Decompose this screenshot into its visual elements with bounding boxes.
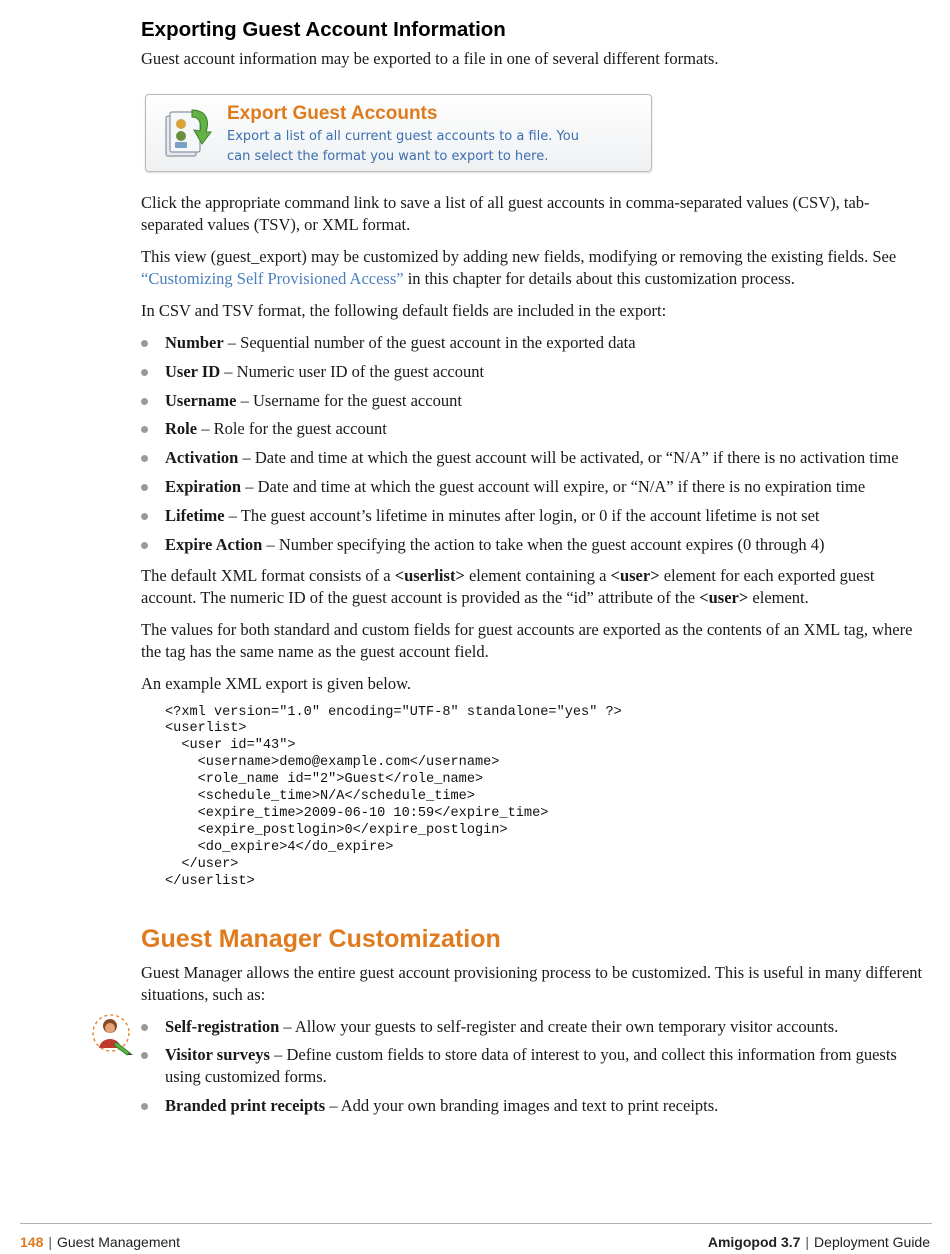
field-desc: – Numeric user ID of the guest account xyxy=(220,361,485,381)
guest-manager-heading: Guest Manager Customization xyxy=(141,924,501,953)
field-term: Expire Action xyxy=(165,534,263,554)
list-item xyxy=(141,390,931,412)
code-line: <username>demo@example.com</username> xyxy=(165,755,500,771)
product-name: Amigopod 3.7 xyxy=(707,1234,801,1250)
field-desc: – Username for the guest account xyxy=(236,390,462,410)
list-item xyxy=(141,1016,931,1038)
item-desc: – Allow your guests to self-register and create their own temporary visitor accounts. xyxy=(279,1016,839,1036)
banner-description xyxy=(227,127,637,167)
customize-paragraph xyxy=(141,246,931,290)
page-number: 148 xyxy=(20,1234,44,1250)
list-item xyxy=(141,1095,931,1117)
bullet-icon xyxy=(141,513,148,520)
page-content xyxy=(141,14,931,1126)
list-item xyxy=(141,534,931,556)
list-item xyxy=(141,505,931,527)
footer-right xyxy=(708,1234,930,1250)
xml-values-paragraph: The values for both standard and custom fields for guest accounts are exported as the contents of an XML tag, where the tag has the same name as the guest account field. xyxy=(141,619,913,661)
text: in this chapter for details about this customization process. xyxy=(403,269,795,288)
field-desc: – Role for the guest account xyxy=(197,419,387,439)
bullet-icon xyxy=(141,426,148,433)
list-item xyxy=(141,476,931,498)
default-fields-list xyxy=(141,332,931,556)
list-item xyxy=(141,361,931,383)
text: element. xyxy=(748,587,809,607)
formats-paragraph: Click the appropriate command link to save a list of all guest accounts in comma-separated values (CSV), tab-separated values (TSV), or XML format. xyxy=(141,193,870,234)
export-document-icon xyxy=(162,106,214,162)
footer-separator: | xyxy=(805,1234,810,1250)
code-line: </user> xyxy=(165,856,239,872)
field-term: Activation xyxy=(165,448,239,468)
code-line: <user id="43"> xyxy=(165,738,296,754)
field-term: Lifetime xyxy=(165,505,225,525)
code-line: <role_name id="2">Guest</role_name> xyxy=(165,772,484,788)
code-line: <do_expire>4</do_expire> xyxy=(165,839,394,855)
footer-separator: | xyxy=(48,1234,52,1250)
customizing-self-provisioned-access-link[interactable]: “Customizing Self Provisioned Access” xyxy=(141,269,404,288)
bullet-icon xyxy=(141,369,148,376)
list-item xyxy=(141,332,931,354)
item-term: Self-registration xyxy=(165,1016,280,1036)
bullet-icon xyxy=(141,455,148,462)
xml-example-paragraph: An example XML export is given below. xyxy=(141,673,412,693)
section-heading: Exporting Guest Account Information xyxy=(141,18,506,41)
list-item xyxy=(141,1044,931,1088)
footer-left xyxy=(20,1234,180,1250)
person-pencil-icon xyxy=(90,1012,136,1056)
document-title: Deployment Guide xyxy=(814,1234,930,1250)
field-term: Expiration xyxy=(165,476,242,496)
text: element containing a xyxy=(464,565,611,585)
bullet-icon xyxy=(141,1103,148,1110)
default-fields-paragraph: In CSV and TSV format, the following default fields are included in the export: xyxy=(141,301,667,320)
code-line: <userlist> xyxy=(165,721,247,737)
footer-divider xyxy=(20,1223,932,1224)
banner-desc-line: Export a list of all current guest accounts to a file. You xyxy=(227,129,579,144)
code-line: <?xml version="1.0" encoding="UTF-8" standalone="yes" ?> xyxy=(165,704,622,720)
code-term: <userlist> xyxy=(394,565,465,585)
list-item xyxy=(141,418,931,440)
bullet-icon xyxy=(141,398,148,405)
code-line: <expire_postlogin>0</expire_postlogin> xyxy=(165,822,508,838)
export-guest-accounts-link[interactable] xyxy=(145,94,652,172)
bullet-icon xyxy=(141,1024,148,1031)
text: The default XML format consists of a xyxy=(141,565,395,585)
guest-manager-intro: Guest Manager allows the entire guest account provisioning process to be customized. This is useful in many different situations, such as: xyxy=(141,962,923,1004)
xml-format-paragraph xyxy=(141,565,931,609)
field-desc: – The guest account’s lifetime in minutes after login, or 0 if the account lifetime is not set xyxy=(224,505,820,525)
item-desc: – Add your own branding images and text to print receipts. xyxy=(325,1096,719,1116)
field-term: User ID xyxy=(165,361,221,381)
code-line: </userlist> xyxy=(165,873,255,889)
field-desc: – Date and time at which the guest account will expire, or “N/A” if there is no expiration time xyxy=(241,476,866,496)
text: element for each exported guest account. The numeric ID of the guest account is provided as the “id” attribute of the xyxy=(141,565,875,607)
item-term: Visitor surveys xyxy=(165,1045,270,1065)
item-desc: – Define custom fields to store data of interest to you, and collect this information from guests using customized forms. xyxy=(165,1045,897,1087)
field-term: Number xyxy=(165,333,224,352)
chapter-name: Guest Management xyxy=(57,1234,180,1250)
section-intro: Guest account information may be exported to a file in one of several different formats. xyxy=(141,49,719,68)
field-term: Role xyxy=(165,419,198,439)
item-term: Branded print receipts xyxy=(165,1096,326,1116)
field-desc: – Sequential number of the guest account in the exported data xyxy=(223,333,636,352)
field-term: Username xyxy=(165,390,237,410)
field-desc: – Date and time at which the guest account will be activated, or “N/A” if there is no activation time xyxy=(238,448,899,468)
text: This view (guest_export) may be customized by adding new fields, modifying or removing the existing fields. See xyxy=(141,247,897,266)
bullet-icon xyxy=(141,484,148,491)
code-line: <expire_time>2009-06-10 10:59</expire_time> xyxy=(165,806,549,822)
list-item xyxy=(141,447,931,469)
customization-list xyxy=(141,1016,931,1118)
xml-example-code xyxy=(165,705,931,891)
code-term: <user> xyxy=(610,565,660,585)
field-desc: – Number specifying the action to take when the guest account expires (0 through 4) xyxy=(262,534,825,554)
bullet-icon xyxy=(141,542,148,549)
banner-title: Export Guest Accounts xyxy=(227,103,438,124)
code-line: <schedule_time>N/A</schedule_time> xyxy=(165,789,475,805)
bullet-icon xyxy=(141,340,148,347)
code-term: <user> xyxy=(699,587,749,607)
banner-desc-line: can select the format you want to export to here. xyxy=(227,149,549,164)
bullet-icon xyxy=(141,1052,148,1059)
